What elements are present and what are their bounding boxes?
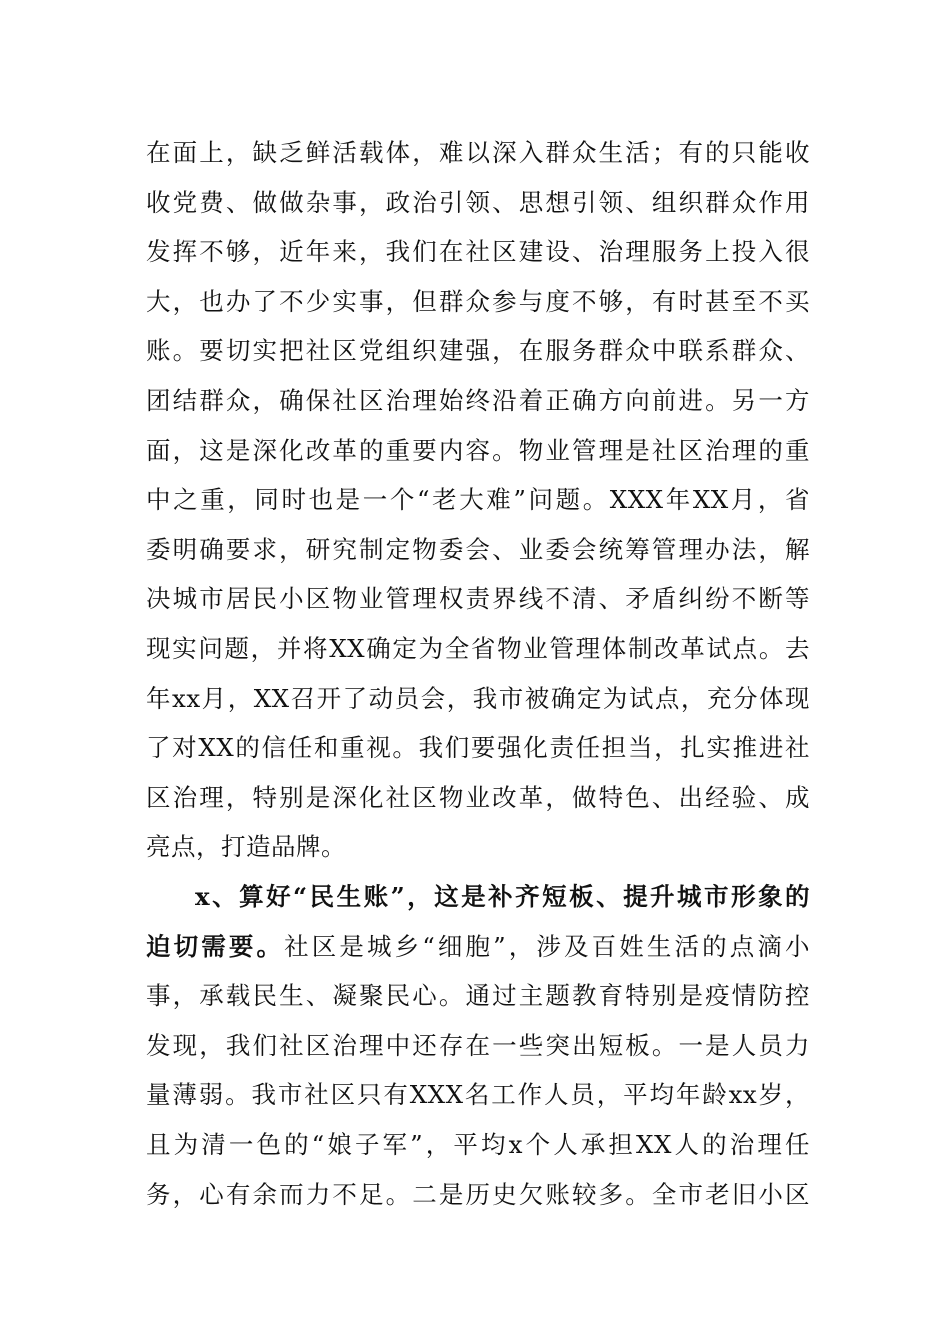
text-line: 且为清一色的“娘子军”，平均x个人承担XX人的治理任: [146, 1129, 810, 1159]
section-heading: x、算好“民生账”，这是补齐短板、提升城市形象的: [195, 882, 810, 911]
text-run: 社区是城乡“细胞”，涉及百姓生活的点滴小: [284, 931, 810, 961]
text-line: 大，也办了不少实事，但群众参与度不够，有时甚至不买: [146, 286, 810, 316]
text-line: 事，承载民生、凝聚民心。通过主题教育特别是疫情防控: [146, 981, 810, 1011]
paragraph-continuation: [146, 128, 810, 872]
text-line: 区治理，特别是深化社区物业改革，做特色、出经验、成: [146, 782, 810, 812]
paragraph-minsheng: [146, 872, 810, 1219]
text-line: 决城市居民小区物业管理权责界线不清、矛盾纠纷不断等: [146, 584, 810, 614]
text-line: 务，心有余而力不足。二是历史欠账较多。全市老旧小区: [146, 1179, 810, 1209]
text-line: 面，这是深化改革的重要内容。物业管理是社区治理的重: [146, 435, 810, 465]
text-line: 收党费、做做杂事，政治引领、思想引领、组织群众作用: [146, 187, 810, 217]
text-line: 年xx月，XX召开了动员会，我市被确定为试点，充分体现: [146, 683, 810, 713]
text-line: 发挥不够，近年来，我们在社区建设、治理服务上投入很: [146, 237, 810, 267]
text-line: 了对XX的信任和重视。我们要强化责任担当，扎实推进社: [146, 733, 810, 763]
text-line: 现实问题，并将XX确定为全省物业管理体制改革试点。去: [146, 633, 810, 663]
text-line: 中之重，同时也是一个“老大难”问题。XXX年XX月，省: [146, 485, 810, 515]
text-line: 团结群众，确保社区治理始终沿着正确方向前进。另一方: [146, 385, 810, 415]
text-line: 在面上，缺乏鲜活载体，难以深入群众生活；有的只能收: [146, 138, 810, 167]
text-line: 发现，我们社区治理中还存在一些突出短板。一是人员力: [146, 1030, 810, 1060]
text-line: [146, 922, 810, 972]
text-line: 量薄弱。我市社区只有XXX名工作人员，平均年龄xx岁，: [146, 1080, 810, 1110]
text-line: 账。要切实把社区党组织建强，在服务群众中联系群众、: [146, 336, 810, 366]
text-line: 委明确要求，研究制定物委会、业委会统筹管理办法，解: [146, 534, 810, 564]
section-heading-tail: 迫切需要。: [146, 931, 285, 961]
text-line: 亮点，打造品牌。: [146, 832, 346, 862]
